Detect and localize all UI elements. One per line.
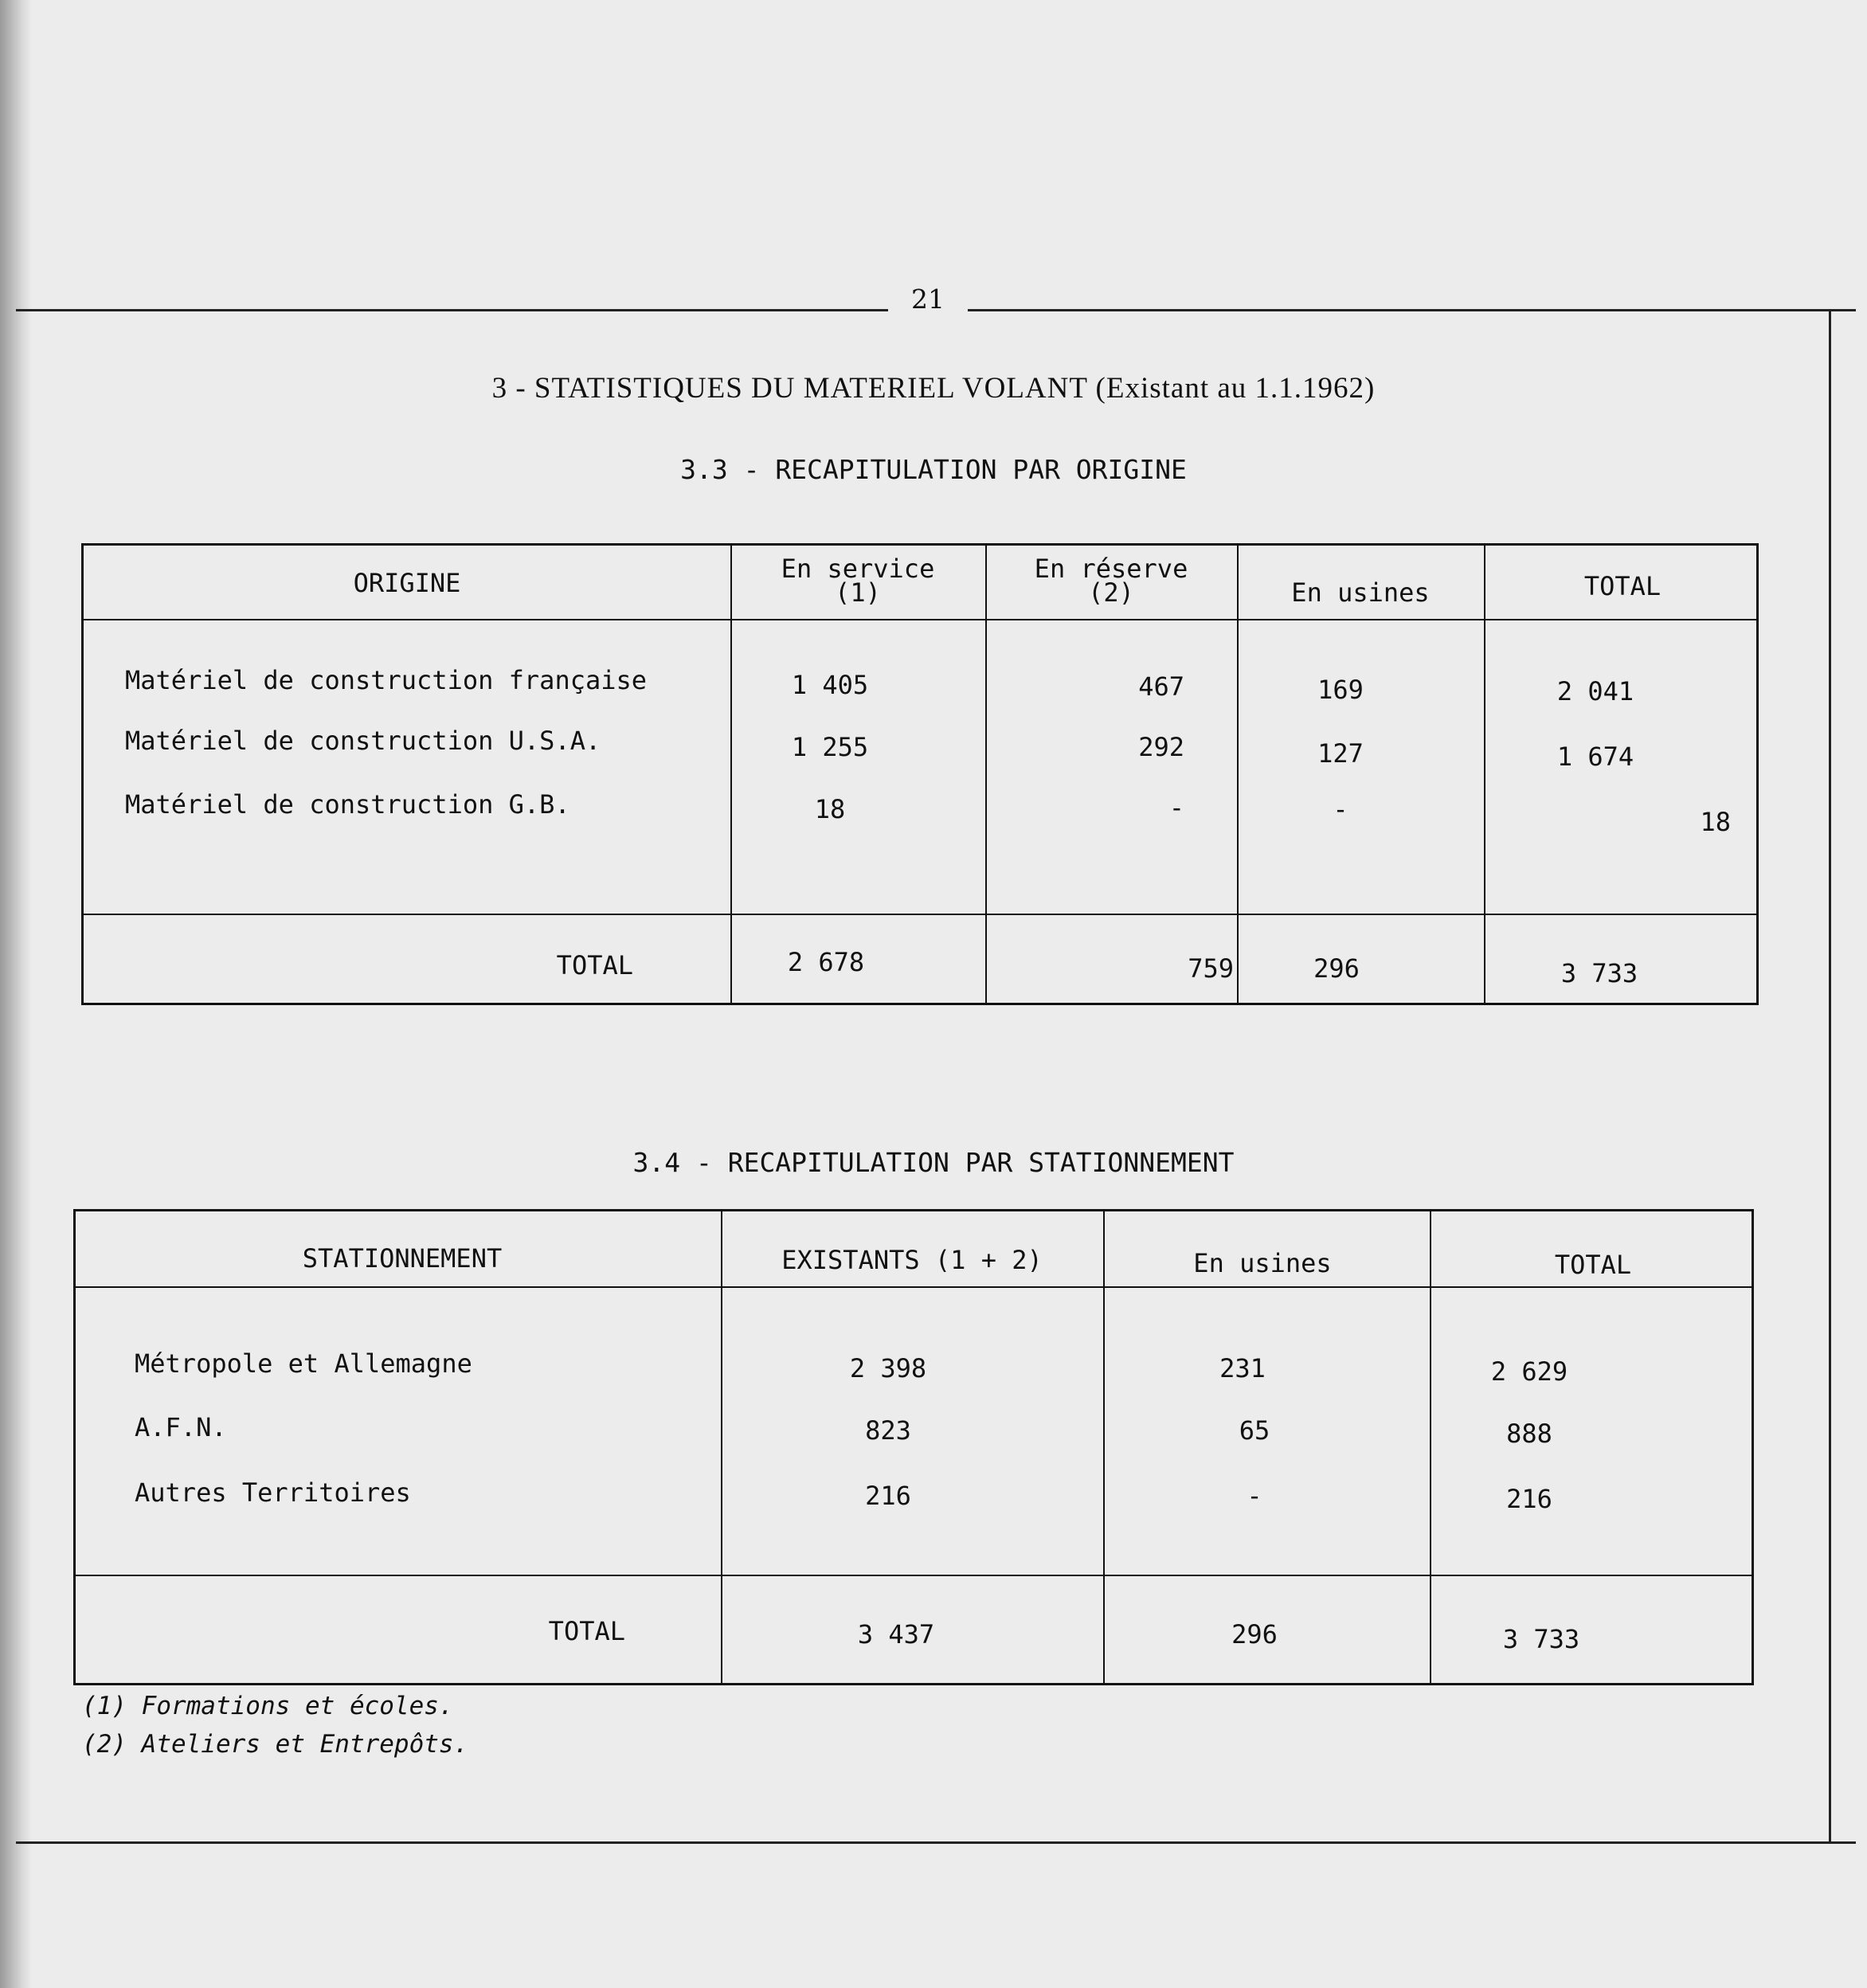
header-divider (84, 619, 1756, 620)
col-divider (1484, 546, 1485, 1003)
header-en-reserve-note: (2) (1088, 577, 1134, 608)
row-label: Métropole et Allemagne (135, 1348, 472, 1379)
col-divider (721, 1211, 722, 1683)
cell-total: 18 (1700, 807, 1731, 837)
cell-en-usines: - (1247, 1481, 1262, 1511)
header-en-usines: En usines (1291, 577, 1430, 608)
cell-total: 888 (1506, 1419, 1552, 1449)
header-divider (76, 1286, 1752, 1288)
cell-existants: 216 (865, 1481, 911, 1511)
total-en-usines: 296 (1313, 953, 1360, 984)
cell-en-service: 1 405 (791, 670, 869, 700)
total-divider (84, 914, 1756, 915)
col-divider (730, 546, 732, 1003)
table1-title: 3.3 - RECAPITULATION PAR ORIGINE (680, 454, 1187, 485)
total-en-reserve: 759 (1188, 953, 1234, 984)
total-divider (76, 1575, 1752, 1576)
row-label: Matériel de construction U.S.A. (125, 726, 601, 756)
main-title: 3 - STATISTIQUES DU MATERIEL VOLANT (Existant au 1.1.1962) (491, 372, 1376, 405)
table2-title: 3.4 - RECAPITULATION PAR STATIONNEMENT (632, 1147, 1235, 1178)
cell-total: 2 041 (1556, 676, 1634, 706)
footnote-1: (1) Formations et écoles. (82, 1692, 454, 1720)
cell-en-reserve: 292 (1138, 732, 1184, 762)
cell-en-usines: 65 (1239, 1415, 1270, 1446)
total-en-usines: 296 (1231, 1619, 1278, 1649)
cell-total: 2 629 (1490, 1356, 1568, 1387)
header-total: TOTAL (1554, 1250, 1632, 1280)
total-existants: 3 437 (857, 1619, 935, 1649)
row-label: A.F.N. (135, 1412, 227, 1442)
col-divider (1237, 546, 1239, 1003)
cell-en-service: 1 255 (791, 732, 869, 762)
table-stationnement (73, 1209, 1754, 1685)
col-divider (985, 546, 987, 1003)
cell-existants: 823 (865, 1415, 911, 1446)
cell-en-usines: 231 (1219, 1353, 1266, 1383)
col-divider (1103, 1211, 1105, 1683)
cell-en-usines: 127 (1317, 738, 1364, 769)
cell-en-service: 18 (814, 794, 846, 824)
cell-en-reserve: - (1168, 792, 1184, 823)
page-number: 21 (888, 284, 968, 315)
row-label: Autres Territoires (135, 1477, 411, 1508)
total-en-service: 2 678 (787, 947, 865, 977)
cell-en-reserve: 467 (1138, 671, 1184, 702)
header-origine: ORIGINE (353, 568, 461, 598)
total-label: TOTAL (556, 950, 633, 980)
footnote-2: (2) Ateliers et Entrepôts. (82, 1730, 469, 1759)
total-total: 3 733 (1502, 1624, 1580, 1654)
cell-en-usines: - (1333, 794, 1348, 824)
header-total: TOTAL (1583, 571, 1662, 601)
header-en-service: En service (781, 554, 935, 584)
header-en-service-note: (1) (835, 577, 881, 608)
header-en-reserve: En réserve (1034, 554, 1188, 584)
cell-total: 1 674 (1556, 742, 1634, 772)
header-stationnement: STATIONNEMENT (302, 1243, 503, 1274)
right-rule (1829, 309, 1831, 1841)
page-edge-shadow (0, 0, 32, 1988)
cell-en-usines: 169 (1317, 675, 1364, 705)
total-total: 3 733 (1560, 958, 1638, 988)
header-existants: EXISTANTS (1 + 2) (781, 1245, 1043, 1275)
cell-total: 216 (1506, 1484, 1552, 1514)
row-label: Matériel de construction G.B. (125, 789, 570, 820)
total-label: TOTAL (548, 1616, 625, 1646)
cell-existants: 2 398 (849, 1353, 927, 1383)
table-origine (81, 543, 1759, 1005)
header-en-usines: En usines (1193, 1248, 1332, 1278)
row-label: Matériel de construction française (125, 665, 648, 695)
bottom-rule (16, 1841, 1856, 1844)
